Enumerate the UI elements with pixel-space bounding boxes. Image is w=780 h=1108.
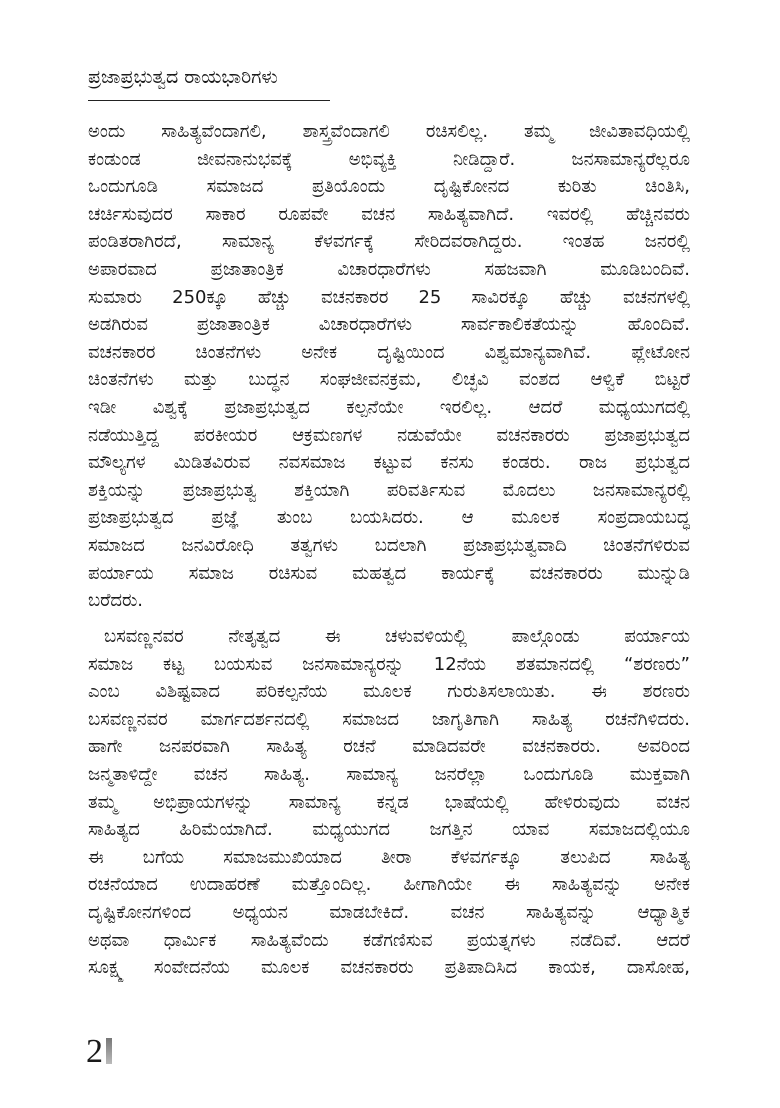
page-number: 2 xyxy=(86,1033,103,1070)
text-line: ಹಾಗೇ ಜನಪರವಾಗಿ ಸಾಹಿತ್ಯ ರಚನೆ ಮಾಡಿದವರೇ ವಚನಕಾರರು. ಅವರಿಂದ xyxy=(88,736,690,758)
text-line: ಸುಮಾರು 250ಕ್ಕೂ ಹೆಚ್ಚು ವಚನಕಾರರ 25 ಸಾವಿರಕ್ಕೂ ಹೆಚ್ಚು ವಚನಗಳಲ್ಲಿ xyxy=(88,286,690,308)
header-rule xyxy=(88,100,330,101)
text-line: ಎಂಬ ವಿಶಿಷ್ಟವಾದ ಪರಿಕಲ್ಪನೆಯ ಮೂಲಕ ಗುರುತಿಸಲಾಯಿತು. ಈ ಶರಣರು xyxy=(88,681,690,703)
text-line: ಸೂಕ್ಷ್ಮ ಸಂವೇದನೆಯ ಮೂಲಕ ವಚನಕಾರರು ಪ್ರತಿಪಾದಿಸಿದ ಕಾಯಕ, ದಾಸೋಹ, xyxy=(88,957,690,979)
text-line: ತಮ್ಮ ಅಭಿಪ್ರಾಯಗಳನ್ನು ಸಾಮಾನ್ಯ ಕನ್ನಡ ಭಾಷೆಯಲ್ಲಿ ಹೇಳಿರುವುದು ವಚನ xyxy=(88,791,690,813)
page-marker-bar xyxy=(106,1038,112,1064)
text-line: ಸಾಹಿತ್ಯದ ಹಿರಿಮೆಯಾಗಿದೆ. ಮಧ್ಯಯುಗದ ಜಗತ್ತಿನ ಯಾವ ಸಮಾಜದಲ್ಲಿಯೂ xyxy=(88,819,690,841)
text-line: ರಚನೆಯಾದ ಉದಾಹರಣೆ ಮತ್ತೊಂದಿಲ್ಲ. ಹೀಗಾಗಿಯೇ ಈ ಸಾಹಿತ್ಯವನ್ನು ಅನೇಕ xyxy=(88,874,690,896)
text-line: ಅಥವಾ ಧಾರ್ಮಿಕ ಸಾಹಿತ್ಯವೆಂದು ಕಡೆಗಣಿಸುವ ಪ್ರಯತ್ನಗಳು ನಡೆದಿವೆ. ಆದರೆ xyxy=(88,929,690,951)
text-line: ಸಮಾಜದ ಜನವಿರೋಧಿ ತತ್ವಗಳು ಬದಲಾಗಿ ಪ್ರಜಾಪ್ರಭುತ್ವವಾದಿ ಚಿಂತನೆಗಳಿರುವ xyxy=(88,534,690,556)
text-line: ದೃಷ್ಟಿಕೋನಗಳಿಂದ ಅಧ್ಯಯನ ಮಾಡಬೇಕಿದೆ. ವಚನ ಸಾಹಿತ್ಯವನ್ನು ಆಧ್ಯಾತ್ಮಿಕ xyxy=(88,901,690,923)
text-line: ಈ ಬಗೆಯ ಸಮಾಜಮುಖಿಯಾದ ತೀರಾ ಕೆಳವರ್ಗಕ್ಕೂ ತಲುಪಿದ ಸಾಹಿತ್ಯ xyxy=(88,846,690,868)
text-line: ಅಪಾರವಾದ ಪ್ರಜಾತಾಂತ್ರಿಕ ವಿಚಾರಧಾರೆಗಳು ಸಹಜವಾಗಿ ಮೂಡಿಬಂದಿವೆ. xyxy=(88,258,690,280)
running-header: ಪ್ರಜಾಪ್ರಭುತ್ವದ ರಾಯಭಾರಿಗಳು xyxy=(88,66,278,88)
text-line: ಇಡೀ ವಿಶ್ವಕ್ಕೆ ಪ್ರಜಾಪ್ರಭುತ್ವದ ಕಲ್ಪನೆಯೇ ಇರಲಿಲ್ಲ. ಆದರೆ ಮಧ್ಯಯುಗದಲ್ಲಿ xyxy=(88,396,690,418)
text-line: ಅಡಗಿರುವ ಪ್ರಜಾತಾಂತ್ರಿಕ ವಿಚಾರಧಾರೆಗಳು ಸಾರ್ವಕಾಲಿಕತೆಯನ್ನು ಹೊಂದಿವೆ. xyxy=(88,314,690,336)
text-line: ಚಿಂತನೆಗಳು ಮತ್ತು ಬುದ್ಧನ ಸಂಘಜೀವನಕ್ರಮ, ಲಿಚ್ಛವಿ ವಂಶದ ಆಳ್ವಿಕೆ ಬಿಟ್ಟರೆ xyxy=(88,369,690,391)
text-line: ಬಸವಣ್ಣನವರ ನೇತೃತ್ವದ ಈ ಚಳುವಳಿಯಲ್ಲಿ ಪಾಲ್ಗೊಂಡು ಪರ್ಯಾಯ xyxy=(104,626,690,647)
paragraph-2 xyxy=(88,623,690,982)
text-line: ಚರ್ಚಿಸುವುದರ ಸಾಕಾರ ರೂಪವೇ ವಚನ ಸಾಹಿತ್ಯವಾಗಿದೆ. ಇವರಲ್ಲಿ ಹೆಚ್ಚಿನವರು xyxy=(88,203,690,225)
text-line: ಒಂದುಗೂಡಿ ಸಮಾಜದ ಪ್ರತಿಯೊಂದು ದೃಷ್ಟಿಕೋನದ ಕುರಿತು ಚಿಂತಿಸಿ, xyxy=(88,176,690,198)
text-line: ಕಂಡುಂಡ ಜೀವನಾನುಭವಕ್ಕೆ ಅಭಿವ್ಯಕ್ತಿ ನೀಡಿದ್ದಾರೆ. ಜನಸಾಮಾನ್ಯರೆಲ್ಲರೂ xyxy=(88,148,690,170)
text-line: ಪಂಡಿತರಾಗಿರದೆ, ಸಾಮಾನ್ಯ ಕೆಳವರ್ಗಕ್ಕೆ ಸೇರಿದವರಾಗಿದ್ದರು. ಇಂತಹ ಜನರಲ್ಲಿ xyxy=(88,231,690,253)
text-line: ನಡೆಯುತ್ತಿದ್ದ ಪರಕೀಯರ ಆಕ್ರಮಣಗಳ ನಡುವೆಯೇ ವಚನಕಾರರು ಪ್ರಜಾಪ್ರಭುತ್ವದ xyxy=(88,424,690,446)
paragraph-1 xyxy=(88,118,690,615)
text-line: ಮೌಲ್ಯಗಳ ಮಿಡಿತವಿರುವ ನವಸಮಾಜ ಕಟ್ಟುವ ಕನಸು ಕಂಡರು. ರಾಜ ಪ್ರಭುತ್ವದ xyxy=(88,452,690,474)
text-line: ಬರೆದರು. xyxy=(88,590,144,612)
text-line: ಜನ್ಮತಾಳಿದ್ದೇ ವಚನ ಸಾಹಿತ್ಯ. ಸಾಮಾನ್ಯ ಜನರೆಲ್ಲಾ ಒಂದುಗೂಡಿ ಮುಕ್ತವಾಗಿ xyxy=(88,763,690,785)
text-line: ಪ್ರಜಾಪ್ರಭುತ್ವದ ಪ್ರಜ್ಞೆ ತುಂಬ ಬಯಸಿದರು. ಆ ಮೂಲಕ ಸಂಪ್ರದಾಯಬದ್ಧ xyxy=(88,507,690,529)
text-line: ವಚನಕಾರರ ಚಿಂತನೆಗಳು ಅನೇಕ ದೃಷ್ಟಿಯಿಂದ ವಿಶ್ವಮಾನ್ಯವಾಗಿವೆ. ಪ್ಲೇಟೋನ xyxy=(88,341,690,363)
text-line: ಪರ್ಯಾಯ ಸಮಾಜ ರಚಿಸುವ ಮಹತ್ವದ ಕಾರ್ಯಕ್ಕೆ ವಚನಕಾರರು ಮುನ್ನುಡಿ xyxy=(88,562,690,584)
text-line: ಬಸವಣ್ಣನವರ ಮಾರ್ಗದರ್ಶನದಲ್ಲಿ ಸಮಾಜದ ಜಾಗೃತಿಗಾಗಿ ಸಾಹಿತ್ಯ ರಚನೆಗಿಳಿದರು. xyxy=(88,708,690,730)
text-line: ಸಮಾಜ ಕಟ್ಟ ಬಯಸುವ ಜನಸಾಮಾನ್ಯರನ್ನು 12ನೆಯ ಶತಮಾನದಲ್ಲಿ “ಶರಣರು” xyxy=(88,653,690,675)
text-line: ಅಂದು ಸಾಹಿತ್ಯವೆಂದಾಗಲಿ, ಶಾಸ್ತ್ರವೆಂದಾಗಲಿ ರಚಿಸಲಿಲ್ಲ. ತಮ್ಮ ಜೀವಿತಾವಧಿಯಲ್ಲಿ xyxy=(88,121,690,142)
text-line: ಶಕ್ತಿಯನ್ನು ಪ್ರಜಾಪ್ರಭುತ್ವ ಶಕ್ತಿಯಾಗಿ ಪರಿವರ್ತಿಸುವ ಮೊದಲು ಜನಸಾಮಾನ್ಯರಲ್ಲಿ xyxy=(88,479,690,501)
